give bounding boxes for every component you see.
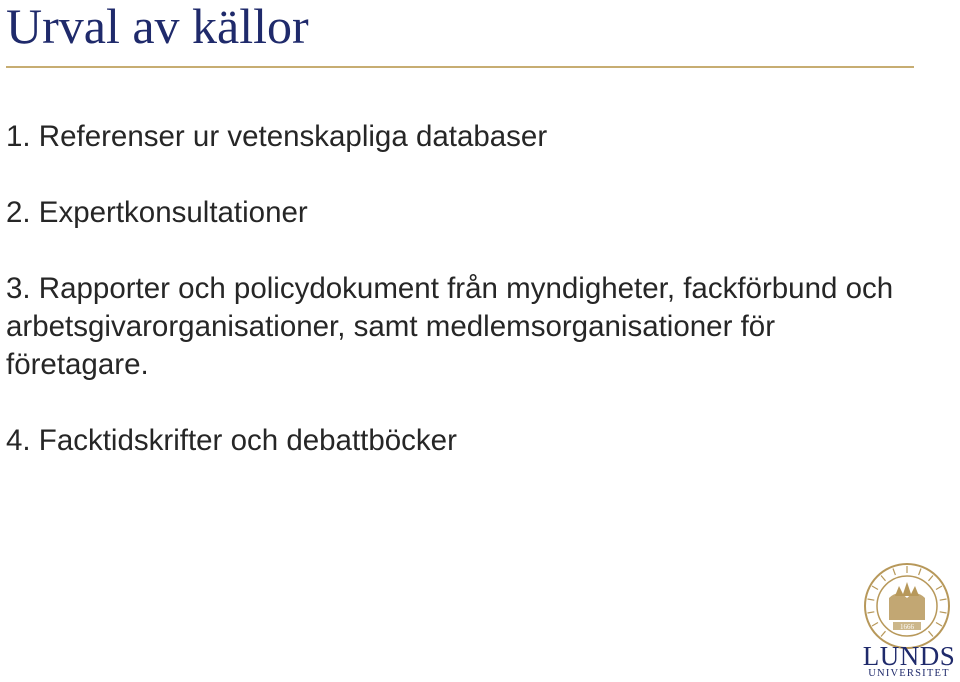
list-item-3: 3. Rapporter och policydokument från myndigheter, fackförbund och arbetsgivarorganisationer, samt medlemsorganisationer för företagare. bbox=[6, 272, 894, 381]
title-divider bbox=[6, 66, 914, 68]
logo-wordmark: LUNDS bbox=[862, 641, 956, 671]
list-item-1: 1. Referenser ur vetenskapliga databaser bbox=[6, 120, 548, 153]
list-item-2: 2. Expertkonsultationer bbox=[6, 196, 308, 229]
slide-title: Urval av källor bbox=[6, 0, 309, 54]
logo-subtitle: UNIVERSITET bbox=[868, 668, 950, 679]
list-item-4: 4. Facktidskrifter och debattböcker bbox=[6, 424, 457, 457]
seal-year: 1666 bbox=[900, 623, 914, 631]
university-seal-icon bbox=[863, 562, 951, 650]
lund-university-logo bbox=[859, 562, 959, 680]
source-list bbox=[6, 118, 906, 460]
